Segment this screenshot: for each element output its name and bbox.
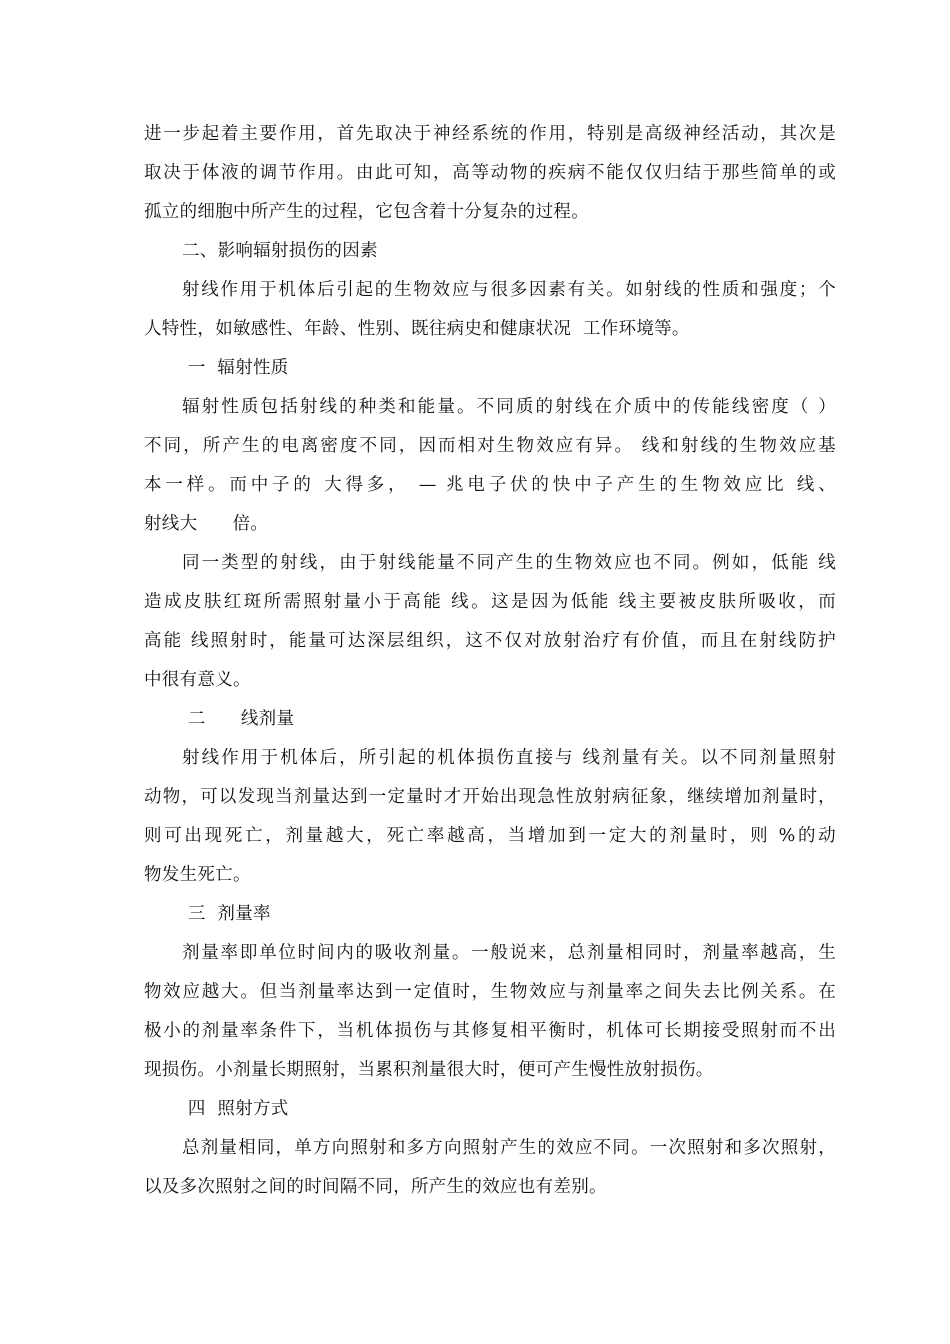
- paragraph-first-line: 射线作用于机体后引起的生物效应与很多因素有关。如射线的性质和强度；个: [182, 280, 836, 300]
- paragraph-first-line: 射线作用于机体后，所引起的机体损伤直接与 线剂量有关。以不同剂量照射: [182, 748, 836, 768]
- text-line: 物发生死亡。: [144, 865, 251, 885]
- text-line: 物效应越大。但当剂量率达到一定值时，生物效应与剂量率之间失去比例关系。在: [144, 982, 836, 1002]
- text-line: 高能 线照射时，能量可达深层组织，这不仅对放射治疗有价值，而且在射线防护: [144, 631, 836, 651]
- text-line: 以及多次照射之间的时间隔不同，所产生的效应也有差别。: [144, 1177, 607, 1197]
- text-line: 造成皮肤红斑所需照射量小于高能 线。这是因为低能 线主要被皮肤所吸收，而: [144, 592, 836, 612]
- text-line: 中很有意义。: [144, 670, 251, 690]
- text-line: 动物，可以发现当剂量达到一定量时才开始出现急性放射病征象，继续增加剂量时，: [144, 787, 836, 807]
- text-line: 极小的剂量率条件下，当机体损伤与其修复相平衡时，机体可长期接受照射而不出: [144, 1021, 836, 1041]
- paragraph-first-line: 同一类型的射线，由于射线能量不同产生的生物效应也不同。例如，低能 线: [182, 553, 836, 573]
- paragraph-first-line: 剂量率即单位时间内的吸收剂量。一般说来，总剂量相同时，剂量率越高，生: [182, 943, 836, 963]
- subsection-heading: 二 线剂量: [182, 709, 295, 729]
- text-line: 人特性，如敏感性、年龄、性别、既往病史和健康状况 工作环境等。: [144, 319, 690, 339]
- paragraph-first-line: 辐射性质包括射线的种类和能量。不同质的射线在介质中的传能线密度（ ）: [182, 397, 836, 417]
- paragraph-first-line: 总剂量相同，单方向照射和多方向照射产生的效应不同。一次照射和多次照射，: [182, 1138, 836, 1158]
- subsection-heading: 一 辐射性质: [182, 358, 289, 378]
- subsection-heading: 四 照射方式: [182, 1099, 289, 1119]
- text-line: 取决于体液的调节作用。由此可知，高等动物的疾病不能仅仅归结于那些简单的或: [144, 163, 836, 183]
- subsection-heading: 三 剂量率: [182, 904, 271, 924]
- text-line: 本一样。而中子的 大得多， — 兆电子伏的快中子产生的生物效应比 线、: [144, 475, 836, 495]
- section-heading: 二、影响辐射损伤的因素: [182, 241, 378, 261]
- text-line: 孤立的细胞中所产生的过程，它包含着十分复杂的过程。: [144, 202, 589, 222]
- text-line: 不同，所产生的电离密度不同，因而相对生物效应有异。 线和射线的生物效应基: [144, 436, 836, 456]
- text-line: 射线大 倍。: [144, 514, 269, 534]
- text-line: 进一步起着主要作用，首先取决于神经系统的作用，特别是高级神经活动，其次是: [144, 124, 836, 144]
- text-line: 现损伤。小剂量长期照射，当累积剂量很大时，便可产生慢性放射损伤。: [144, 1060, 714, 1080]
- text-line: 则可出现死亡，剂量越大，死亡率越高，当增加到一定大的剂量时，则 %的动: [144, 826, 836, 846]
